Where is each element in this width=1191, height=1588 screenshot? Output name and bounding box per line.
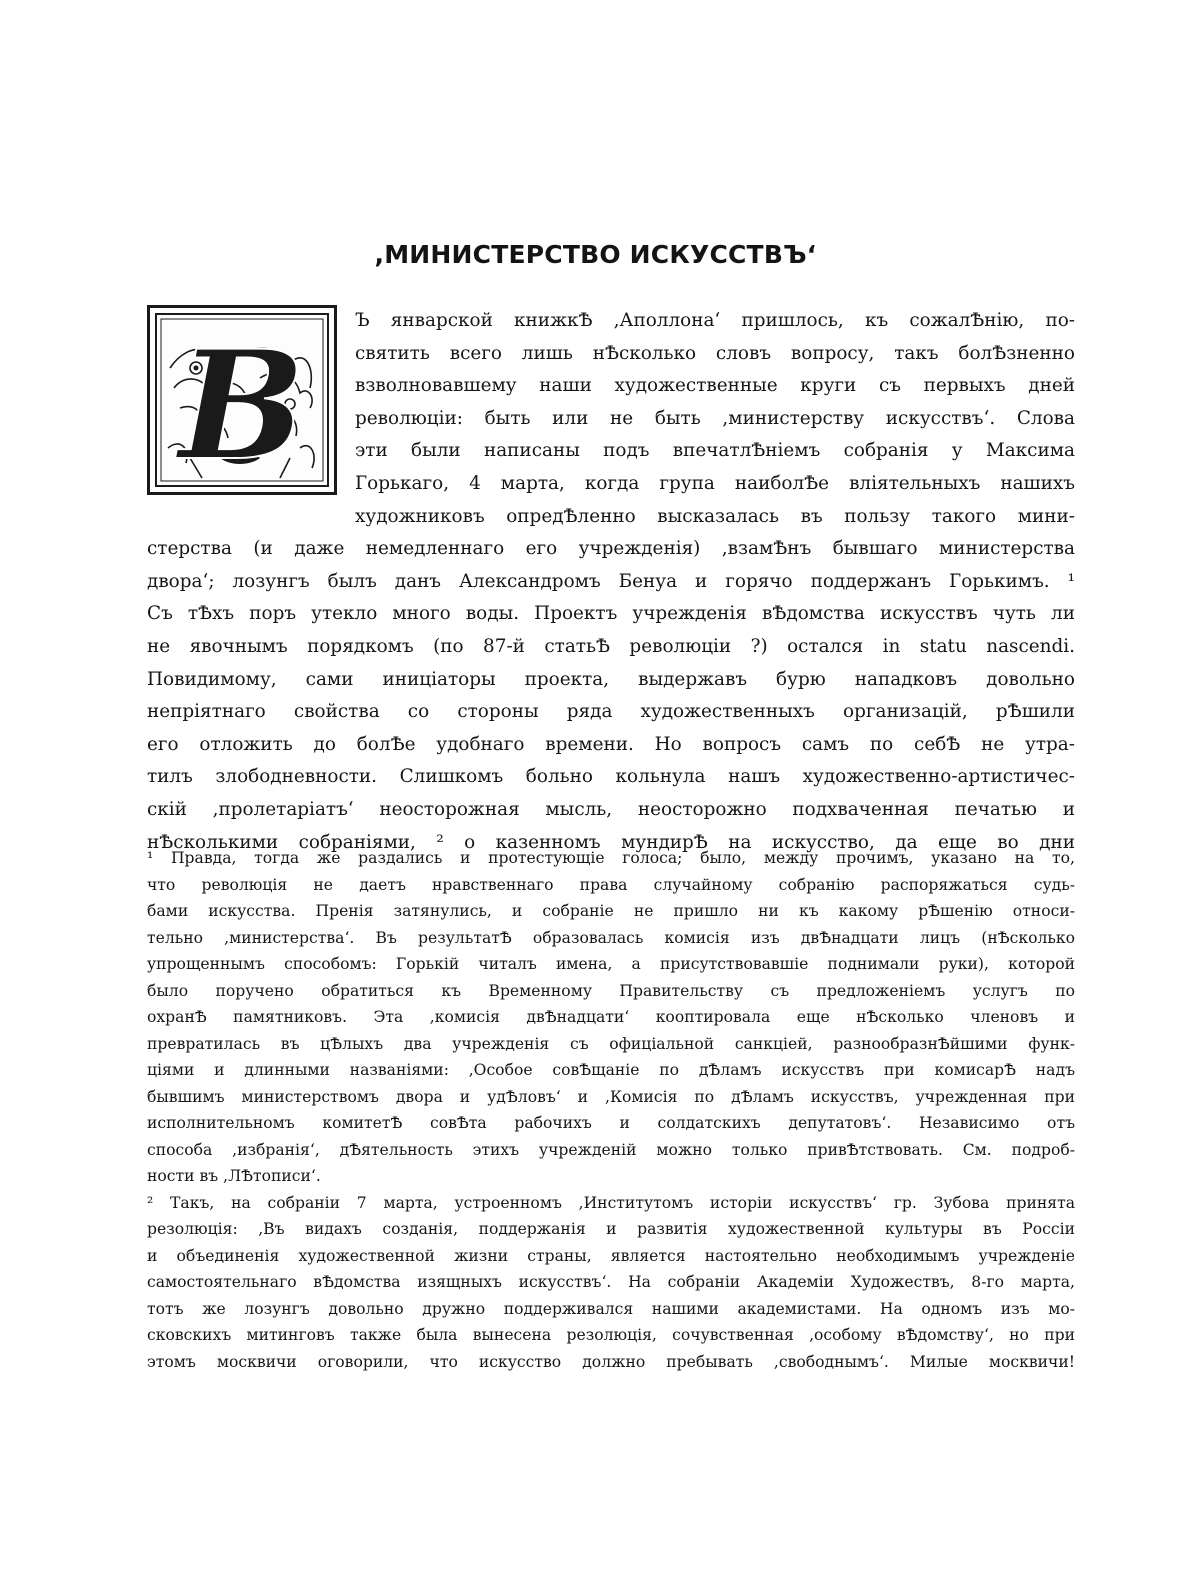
footnote-line: исполнительномъ комитетѢ совѢта рабочихъ и солдатскихъ депутатовъ‘. Независимо отъ [147, 1114, 1075, 1132]
footnote-line: бами искусства. Пренія затянулись, и собраніе не пришло ни къ какому рѢшенію относи- [147, 902, 1075, 920]
footnote-line: превратилась въ цѢлыхъ два учрежденія съ офиціальной санкціей, разнообразнѢйшими функ- [147, 1034, 1075, 1053]
body-line: революціи: быть или не быть ,министерству искусствъ‘. Слова [355, 407, 1075, 429]
footnote-line: сковскихъ митинговъ также была вынесена резолюція, сочувственная ,особому вѢдомству‘, но при [147, 1326, 1075, 1344]
footnote-line: охранѢ памятниковъ. Эта ,комисія двѢнадцати‘ кооптировала еще нѢсколько членовъ и [147, 1008, 1075, 1026]
body-line: скій ,пролетаріатъ‘ неосторожная мысль, неосторожно подхваченная печатью и [147, 798, 1075, 820]
body-line: непріятнаго свойства со стороны ряда художественныхъ организацій, рѢшили [147, 701, 1075, 723]
footnote-line: ности въ ,ЛѢтописи‘. [147, 1167, 321, 1185]
footnote-line: упрощеннымъ способомъ: Горькій читалъ имена, а присутствовавшіе поднимали руки), которой [147, 955, 1075, 973]
body-line: тилъ злободневности. Слишкомъ больно кольнула нашъ художественно-артистичес- [147, 766, 1075, 788]
body-line: Ъ январской книжкѢ ,Аполлона‘ пришлось, къ сожалѢнію, по- [355, 310, 1075, 331]
footnote-line: бывшимъ министерствомъ двора и удѢловъ‘ и ,Комисія по дѢламъ искусствъ, учрежденная при [147, 1087, 1075, 1106]
body-text [147, 305, 1075, 859]
footnote-line: тельно ,министерства‘. Въ результатѢ образовалась комисія изъ двѢнадцати лицъ (нѢсколько [147, 928, 1075, 947]
footnote-line: было поручено обратиться къ Временному Правительству съ предложеніемъ услугъ по [147, 981, 1075, 1000]
footnote-line: что революція не даетъ нравственнаго права случайному собранію распоряжаться судь- [147, 875, 1075, 894]
body-line: взволновавшему наши художественные круги съ первыхъ дней [355, 375, 1075, 397]
body-line: не явочнымъ порядкомъ (по 87-й статьѢ революціи ?) остался in statu nascendi. [147, 635, 1075, 657]
footnote-line: ¹ Правда, тогда же раздались и протестующіе голоса; было, между прочимъ, указано на то, [147, 849, 1075, 867]
footnote-line: ціями и длинными названіями: ,Особое совѢщаніе по дѢламъ искусствъ при комисарѢ надъ [147, 1061, 1075, 1079]
footnote-line: этомъ москвичи оговорили, что искусство должно пребывать ,свободнымъ‘. Милые москвичи! [147, 1352, 1075, 1371]
footnote-line: резолюція: ,Въ видахъ созданія, поддержанія и развитія художественной культуры въ Россіи [147, 1220, 1075, 1238]
svg-text:В: В [178, 318, 306, 492]
footnote-line: самостоятельнаго вѢдомства изящныхъ искусствъ‘. На собраніи Академіи Художествъ, 8-го марта, [147, 1273, 1075, 1291]
footnotes [147, 845, 1075, 1375]
body-line: стерства (и даже немедленнаго его учрежденія) ,взамѢнъ бывшаго министерства [147, 538, 1075, 560]
body-line: Съ тѢхъ поръ утекло много воды. Проектъ учрежденія вѢдомства искусствъ чуть ли [147, 603, 1075, 625]
footnote-line: ² Такъ, на собраніи 7 марта, устроенномъ ,Институтомъ исторіи искусствъ‘ гр. Зубова принята [147, 1193, 1075, 1212]
body-line: святить всего лишь нѢсколько словъ вопросу, такъ болѢзненно [355, 342, 1075, 364]
footnote-line: и объединенія художественной жизни страны, является настоятельно необходимымъ учрежденіе [147, 1246, 1075, 1265]
body-line: нѢсколькими собраніями, ² о казенномъ мундирѢ на искусство, да еще во дни [147, 831, 1075, 853]
footnote-line: тотъ же лозунгъ довольно дружно поддерживался нашими академистами. На одномъ изъ мо- [147, 1299, 1075, 1318]
body-line: его отложить до болѢе удобнаго времени. Но вопросъ самъ по себѢ не утра- [147, 733, 1075, 755]
article-title: ,МИНИСТЕРСТВО ИСКУССТВЪ‘ [374, 240, 817, 269]
body-line: эти были написаны подъ впечатлѢніемъ собранія у Максима [355, 440, 1075, 462]
footnote-line: способа ,избранія‘, дѢятельность этихъ учрежденій можно только привѢтствовать. См. подроб- [147, 1140, 1075, 1159]
body-line: художниковъ опредѢленно высказалась въ пользу такого мини- [355, 505, 1075, 527]
body-line: двора‘; лозунгъ былъ данъ Александромъ Бенуа и горячо поддержанъ Горькимъ. ¹ [147, 570, 1075, 592]
body-line: Повидимому, сами иниціаторы проекта, выдержавъ бурю нападковъ довольно [147, 668, 1075, 690]
body-line: Горькаго, 4 марта, когда група наиболѢе вліятельныхъ нашихъ [355, 472, 1075, 494]
